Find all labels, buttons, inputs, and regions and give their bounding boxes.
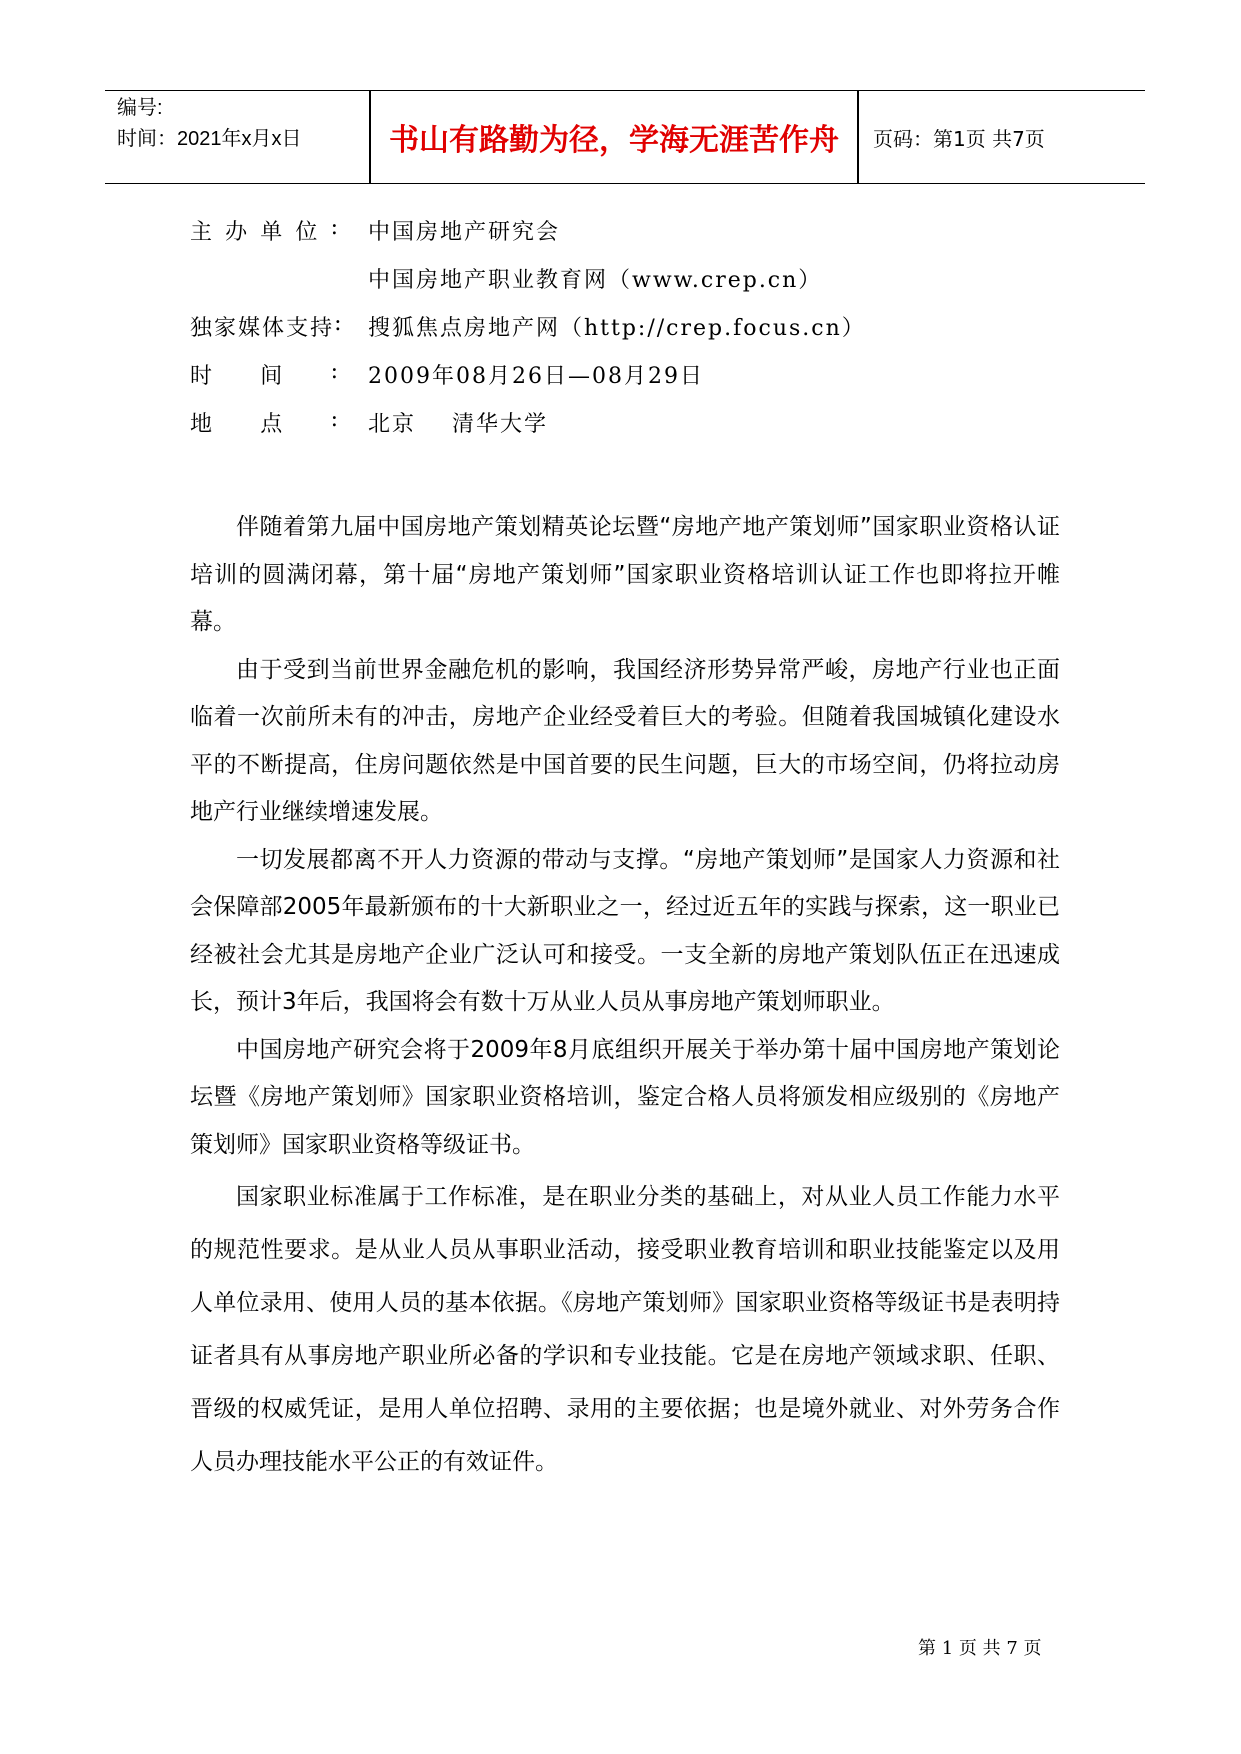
document-time-label: 时间：2021年x月x日 (117, 128, 302, 150)
paragraph-5: 国家职业标准属于工作标准，是在职业分类的基础上，对从业人员工作能力水平的规范性要求。是从业人员从事职业活动，接受职业教育培训和职业技能鉴定以及用人单位录用、使用人员的基本依据。《房地产策划师》国家职业资格等级证书是表明持证者具有从事房地产职业所必备的学识和专业技能。它是在房地产领域求职、任职、晋级的权威凭证，是用人单位招聘、录用的主要依据；也是境外就业、对外劳务合作人员办理技能水平公正的有效证件。 (190, 1184, 1060, 1475)
header-motto: 书山有路勤为径，学海无涯苦作舟 (389, 123, 839, 158)
header-meta (117, 93, 367, 155)
paragraph-4: 中国房地产研究会将于2009年8月底组织开展关于举办第十届中国房地产策划论坛暨《房地产策划师》国家职业资格培训，鉴定合格人员将颁发相应级别的《房地产策划师》国家职业资格等级证书。 (190, 1036, 1060, 1158)
page-header (105, 90, 1145, 184)
place-value: 北京 清华大学 (368, 412, 548, 437)
media-label: 独 家 媒 体 支 持 : (190, 311, 344, 341)
paragraph-1: 伴随着第九届中国房地产策划精英论坛暨“房地产地产策划师”国家职业资格认证培训的圆满闭幕，第十届“房地产策划师”国家职业资格培训认证工作也即将拉开帷幕。 (190, 514, 1060, 635)
time-label: 时 间 : (190, 359, 340, 389)
media-value: 搜狐焦点房地产网（http://crep.focus.cn） (368, 316, 866, 341)
paragraph-2: 由于受到当前世界金融危机的影响，我国经济形势异常严峻，房地产行业也正面临着一次前所未有的冲击，房地产企业经受着巨大的考验。但随着我国城镇化建设水平的不断提高，住房问题依然是中国首要的民生问题，巨大的市场空间，仍将拉动房地产行业继续增速发展。 (190, 656, 1060, 825)
body-text (190, 504, 1060, 1489)
paragraph-3: 一切发展都离不开人力资源的带动与支撑。“房地产策划师”是国家人力资源和社会保障部2005年最新颁布的十大新职业之一，经过近五年的实践与探索，这一职业已经被社会尤其是房地产企业广泛认可和接受。一支全新的房地产策划队伍正在迅速成长，预计3年后，我国将会有数十万从业人员从事房地产策划师职业。 (190, 846, 1060, 1015)
header-divider-right (857, 91, 859, 183)
organizer-label: 主 办 单 位 : (190, 215, 340, 245)
header-page-number: 页码：第1页 共7页 (873, 126, 1045, 151)
organizer-value-1: 中国房地产研究会 (368, 220, 561, 245)
page-footer: 第 1 页 共 7 页 (918, 1638, 1042, 1659)
place-label: 地 点 : (190, 407, 340, 437)
document-code-label: 编号: (117, 97, 163, 119)
time-value: 2009年08月26日—08月29日 (368, 364, 704, 389)
organizer-value-2: 中国房地产职业教育网（www.crep.cn） (368, 268, 823, 293)
